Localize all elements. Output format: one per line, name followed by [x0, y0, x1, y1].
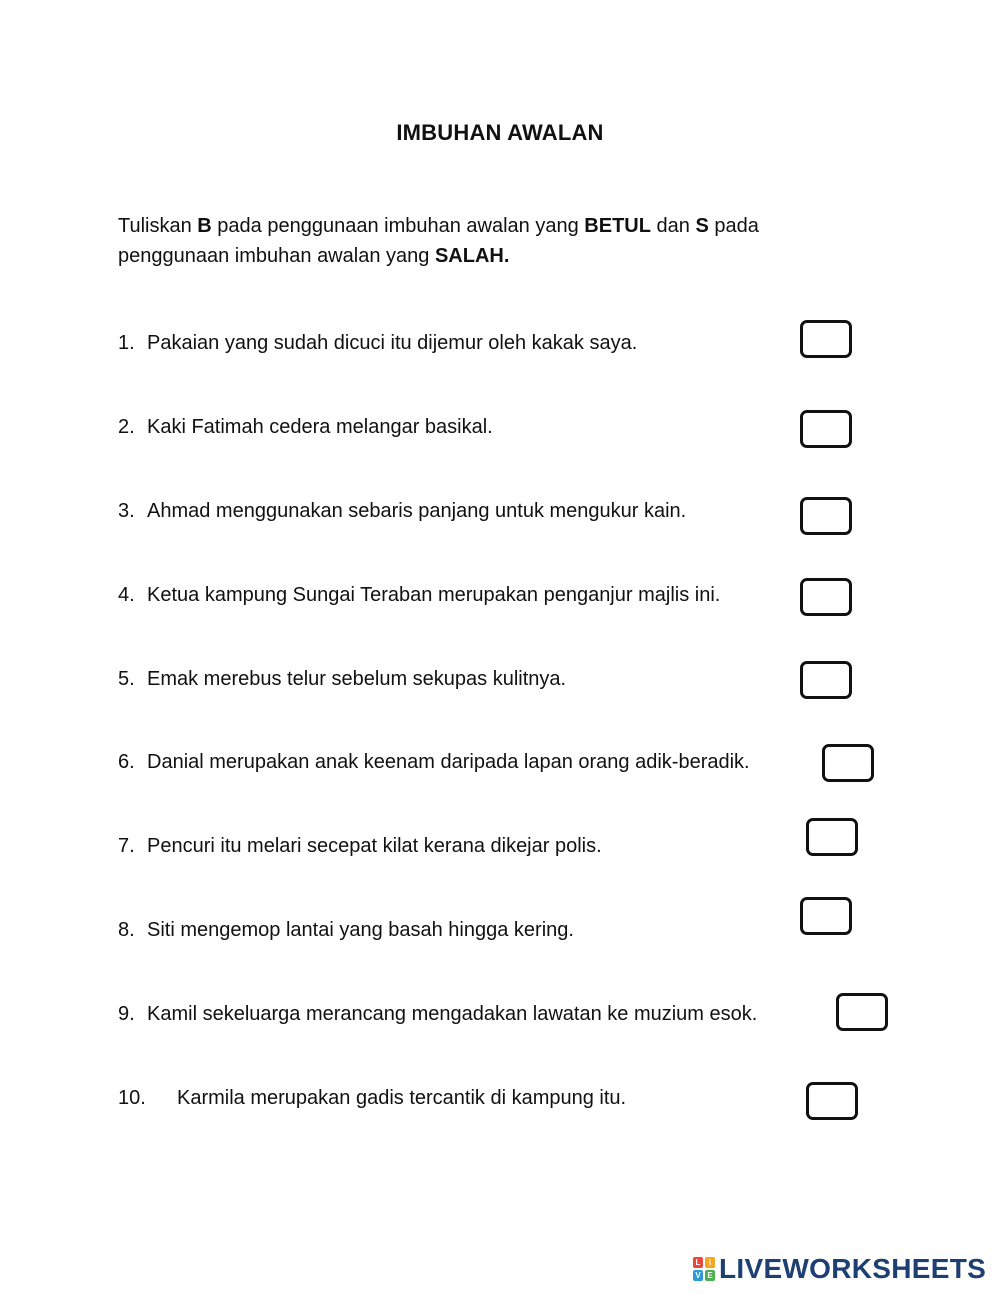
- question-5: [118, 666, 566, 692]
- instruction-part-1: Tuliskan: [118, 215, 198, 237]
- logo-mark-tile-4: E: [705, 1270, 715, 1281]
- question-text: Pencuri itu melari secepat kilat kerana dikejar polis.: [147, 835, 602, 857]
- question-10: [118, 1085, 626, 1111]
- question-text: Pakaian yang sudah dicuci itu dijemur oleh kakak saya.: [147, 332, 638, 354]
- liveworksheets-logo-icon: [693, 1257, 715, 1281]
- question-number: 9.: [118, 1003, 135, 1025]
- answer-box-7[interactable]: [806, 818, 858, 856]
- question-text: Kamil sekeluarga merancang mengadakan lawatan ke muzium esok.: [147, 1003, 758, 1025]
- answer-box-6[interactable]: [822, 744, 874, 782]
- liveworksheets-logo: [693, 1253, 986, 1285]
- instruction-part-4: pada penggunaan imbuhan awalan yang: [118, 215, 759, 267]
- question-1: [118, 330, 637, 356]
- question-number: 1.: [118, 332, 135, 354]
- instruction-part-2: pada penggunaan imbuhan awalan yang: [211, 215, 585, 237]
- question-text: Danial merupakan anak keenam daripada lapan orang adik-beradik.: [147, 751, 750, 773]
- logo-mark-tile-3: V: [693, 1270, 703, 1281]
- answer-box-2[interactable]: [800, 410, 852, 448]
- question-text: Ketua kampung Sungai Teraban merupakan penganjur majlis ini.: [147, 584, 721, 606]
- instruction-bold-s: S: [695, 215, 709, 237]
- answer-box-5[interactable]: [800, 661, 852, 699]
- answer-box-10[interactable]: [806, 1082, 858, 1120]
- question-number: 7.: [118, 835, 135, 857]
- instruction-bold-betul: BETUL: [584, 215, 651, 237]
- question-number: 3.: [118, 500, 135, 522]
- liveworksheets-logo-text: LIVEWORKSHEETS: [719, 1253, 987, 1284]
- question-7: [118, 833, 602, 859]
- answer-box-3[interactable]: [800, 497, 852, 535]
- question-number: 5.: [118, 668, 135, 690]
- answer-box-9[interactable]: [836, 993, 888, 1031]
- answer-box-8[interactable]: [800, 897, 852, 935]
- logo-mark-tile-1: L: [693, 1257, 703, 1268]
- question-text: Emak merebus telur sebelum sekupas kulitnya.: [147, 668, 567, 690]
- question-6: [118, 749, 750, 775]
- question-text: Kaki Fatimah cedera melangar basikal.: [147, 416, 493, 438]
- question-9: [118, 1001, 757, 1027]
- answer-box-4[interactable]: [800, 578, 852, 616]
- instruction-bold-b: B: [197, 215, 212, 237]
- answer-box-1[interactable]: [800, 320, 852, 358]
- question-text: Karmila merupakan gadis tercantik di kampung itu.: [177, 1087, 627, 1109]
- question-number: 8.: [118, 919, 135, 941]
- logo-mark-tile-2: i: [705, 1257, 715, 1268]
- question-number: 4.: [118, 584, 135, 606]
- question-text: Ahmad menggunakan sebaris panjang untuk mengukur kain.: [147, 500, 687, 522]
- question-3: [118, 498, 686, 524]
- question-number: 2.: [118, 416, 135, 438]
- instruction-text: [118, 211, 858, 271]
- instruction-part-3: dan: [650, 215, 696, 237]
- question-2: [118, 414, 493, 440]
- question-text: Siti mengemop lantai yang basah hingga kering.: [147, 919, 574, 941]
- question-8: [118, 917, 574, 943]
- worksheet-title: IMBUHAN AWALAN: [396, 120, 604, 145]
- instruction-bold-salah: SALAH.: [434, 245, 510, 267]
- question-4: [118, 582, 720, 608]
- question-number: 10.: [118, 1087, 146, 1109]
- question-number: 6.: [118, 751, 135, 773]
